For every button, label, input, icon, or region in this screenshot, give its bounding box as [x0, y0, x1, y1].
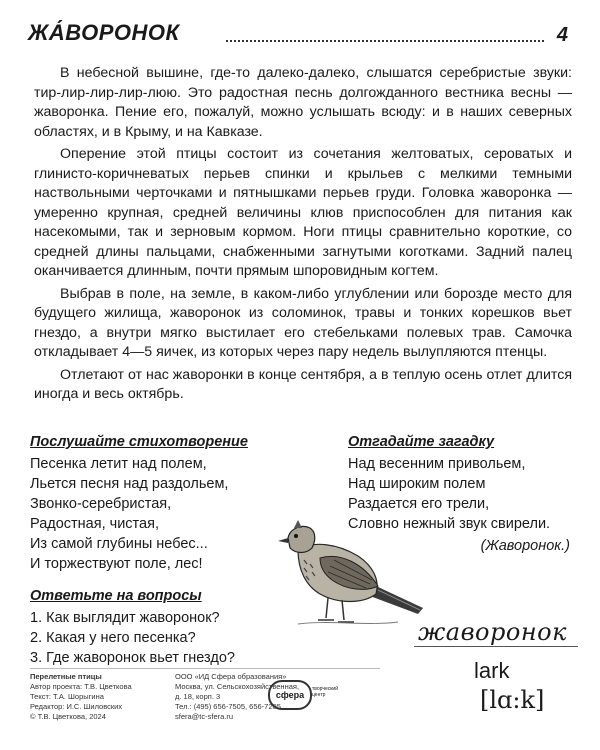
footer-line: Москва, ул. Сельскохозяйственная, [175, 682, 300, 691]
russian-word: жаворонок [418, 618, 567, 646]
page-header [28, 14, 572, 54]
poem-line: Песенка летит над полем, [30, 456, 207, 472]
article-text [34, 64, 572, 408]
question-item: 3. Где жаворонок вьет гнездо? [30, 650, 235, 666]
article-paragraph: В небесной вышине, где-то далеко-далеко, слышатся серебристые звуки: тир-лир-лир-лир-люю. Это радостная песнь долгожданного вестника весны — жаворонка. Пение его, пожалуй, можно услышать всюду: и в наших северных областях, и в Крыму, и на Кавказе. [34, 65, 572, 140]
poem-title: Послушайте стихотворение [30, 434, 248, 450]
script-baseline [414, 646, 578, 647]
riddle-title: Отгадайте загадку [348, 434, 495, 450]
article-paragraph: Отлетают от нас жаворонки в конце сентября, а в теплую осень отлет длится иногда и весь октябрь. [34, 366, 572, 402]
riddle-line: Над широким полем [348, 476, 486, 492]
riddle-line: Над весенним привольем, [348, 456, 526, 472]
footer-line: Редактор: И.С. Шиловских [30, 702, 123, 711]
footer-line: Автор проекта: Т.В. Цветкова [30, 682, 132, 691]
question-item: 1. Как выглядит жаворонок? [30, 610, 220, 626]
article-paragraph: Выбрав в поле, на земле, в каком-либо углублении или борозде место для будущего жилища, жаворонок из соломинок, травы и тонких корешков вьет гнездо, а внутри мягко выстилает его стебельками полевых трав. Самочка откладывает 4—5 яичек, из которых через пару недель вылупляются птенцы. [34, 285, 572, 360]
poem-line: Звонко-серебристая, [30, 496, 172, 512]
footer-line: sfera@tc-sfera.ru [175, 712, 234, 721]
footer-line: д. 18, корп. 3 [175, 692, 221, 701]
footer-credits [30, 672, 132, 722]
riddle-answer: (Жаворонок.) [480, 538, 570, 554]
logo-caption: творческий центр [312, 686, 339, 698]
sfera-logo [268, 680, 339, 710]
footer-line: Текст: Т.А. Шорыгина [30, 692, 104, 701]
page-number: 4 [556, 24, 568, 46]
poem-line: Из самой глубины небес... [30, 536, 208, 552]
transcription: [lɑ:k] [480, 686, 545, 714]
footer-line: Перелетные птицы [30, 672, 102, 681]
page-title: ЖА́ВОРОНОК [28, 20, 180, 45]
footer-line: ООО «ИД Сфера образования» [175, 672, 287, 681]
article-paragraph: Оперение этой птицы состоит из сочетания желтоватых, сероватых и глинисто-коричневатых перьев спинки и крыльев с мелкими темными наствольными черточками и пятнышками перьев груди. Головка жаворонка — умеренно крупная, средней величины клюв приспособлен для питания как насекомыми, так и зерновым кормом. Ноги птицы сравнительно короткие, со средней длины пальцами, снабженными загнутыми коготками. Задний палец оканчивается длинным, почти прямым шпоровидным когтем. [34, 146, 572, 279]
footer-line: Тел.: (495) 656-7505, 656-7205 [175, 702, 281, 711]
poem-line: Льется песня над раздольем, [30, 476, 229, 492]
lark-bird-illustration [258, 508, 428, 628]
header-dotted-leader [226, 40, 544, 42]
english-word: lark [474, 658, 510, 683]
poem-line: И торжествуют поле, лес! [30, 556, 203, 572]
question-item: 2. Какая у него песенка? [30, 630, 196, 646]
footer-line: © Т.В. Цветкова, 2024 [30, 712, 106, 721]
footer-divider [30, 668, 380, 669]
questions-title: Ответьте на вопросы [30, 588, 202, 604]
poem-line: Радостная, чистая, [30, 516, 159, 532]
riddle-line: Словно нежный звук свирели. [348, 516, 551, 532]
riddle-line: Раздается его трели, [348, 496, 490, 512]
sfera-logo-icon: сфера [268, 680, 312, 710]
